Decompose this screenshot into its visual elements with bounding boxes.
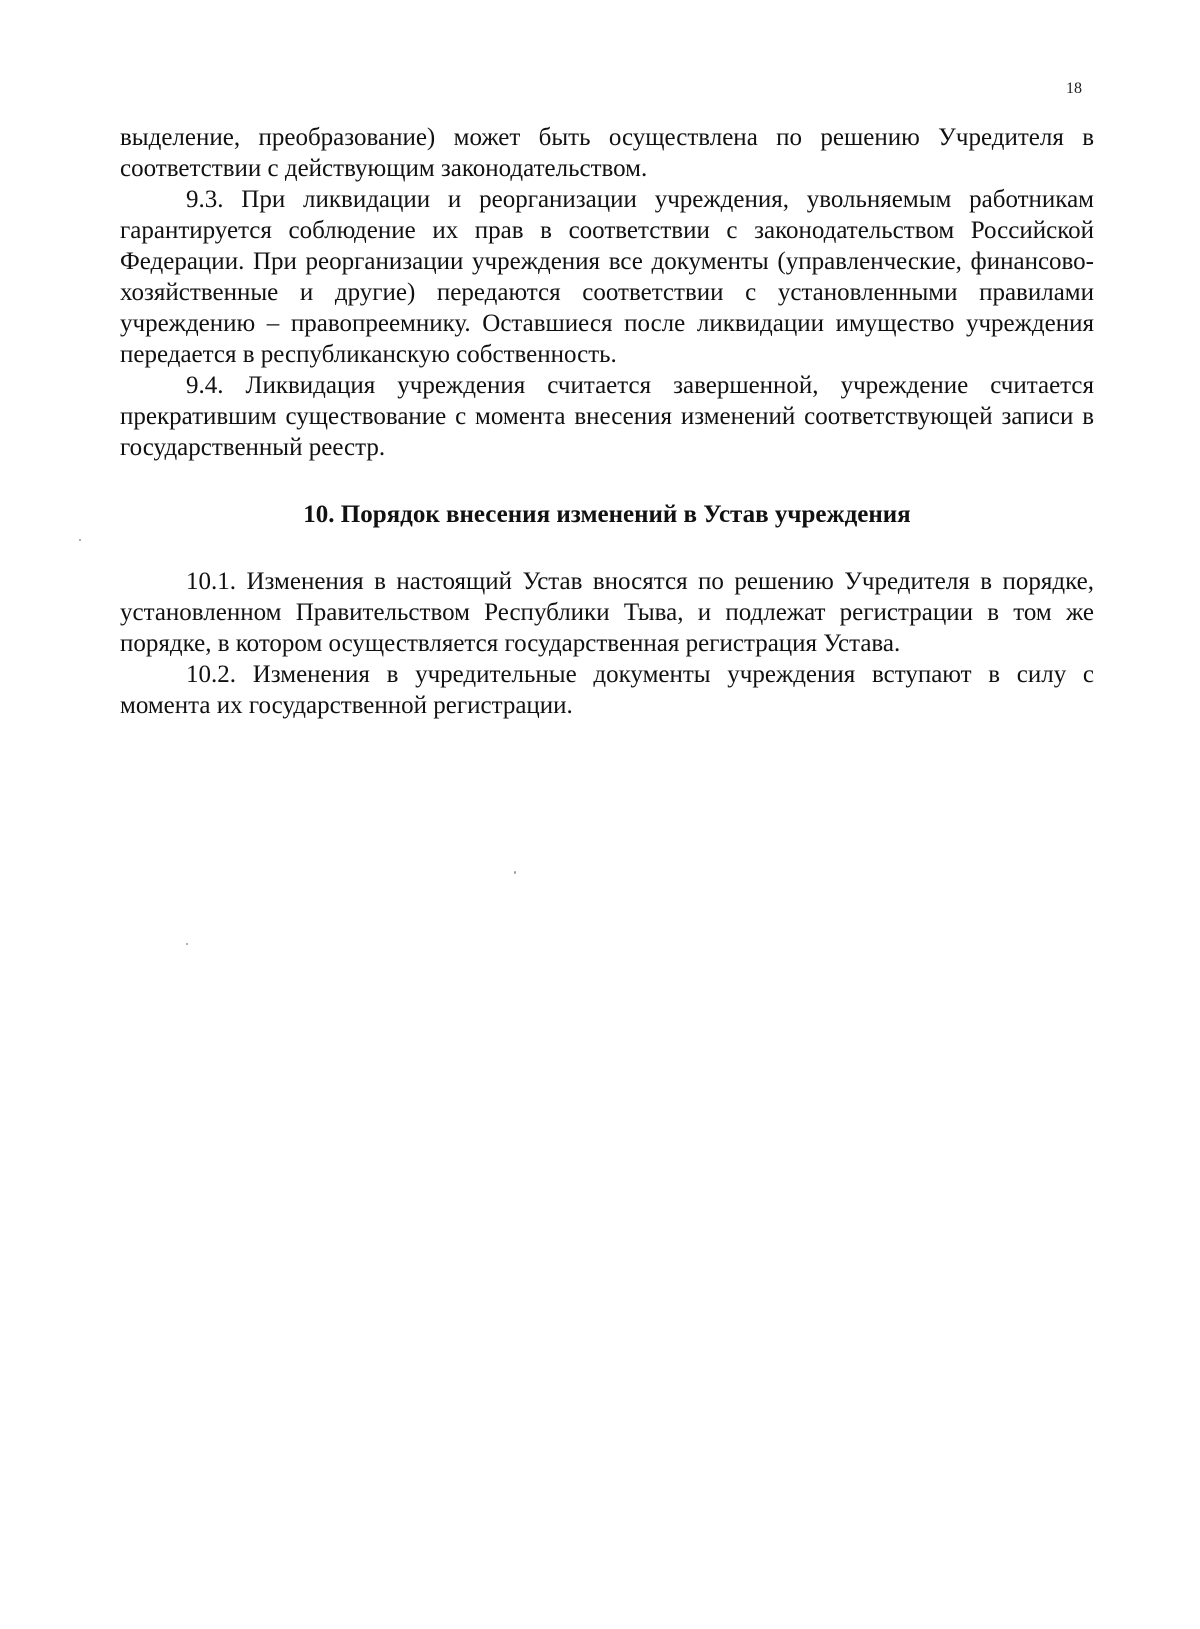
scan-speck [514, 871, 516, 874]
paragraph-9-4: 9.4. Ликвидация учреждения считается завершенной, учреждение считается прекратившим существование с момента внесения изменений соответствующей записи в государственный реестр. [120, 372, 1094, 461]
paragraph-10-2: 10.2. Изменения в учредительные документы учреждения вступают в силу с момента их государственной регистрации. [120, 661, 1094, 719]
scan-speck [186, 943, 188, 945]
scan-speck [79, 539, 81, 541]
page-number: 18 [1066, 80, 1082, 97]
section-heading: 10. Порядок внесения изменений в Устав учреждения [303, 501, 911, 528]
paragraph-continuation: выделение, преобразование) может быть осуществлена по решению Учредителя в соответствии с действующим законодательством. [120, 124, 1094, 182]
paragraph-9-3: 9.3. При ликвидации и реорганизации учреждения, увольняемым работникам гарантируется соблюдение их прав в соответствии с законодательством Российской Федерации. При реорганизации учреждения все документы (управленческие, финансово-хозяйственные и другие) передаются соответствии с установленными правилами учреждению – правопреемнику. Оставшиеся после ликвидации имущество учреждения передается в республиканскую собственность. [120, 186, 1094, 368]
document-body [120, 122, 1094, 721]
paragraph-10-1: 10.1. Изменения в настоящий Устав вносятся по решению Учредителя в порядке, установленном Правительством Республики Тыва, и подлежат регистрации в том же порядке, в котором осуществляется государственная регистрация Устава. [120, 568, 1094, 657]
